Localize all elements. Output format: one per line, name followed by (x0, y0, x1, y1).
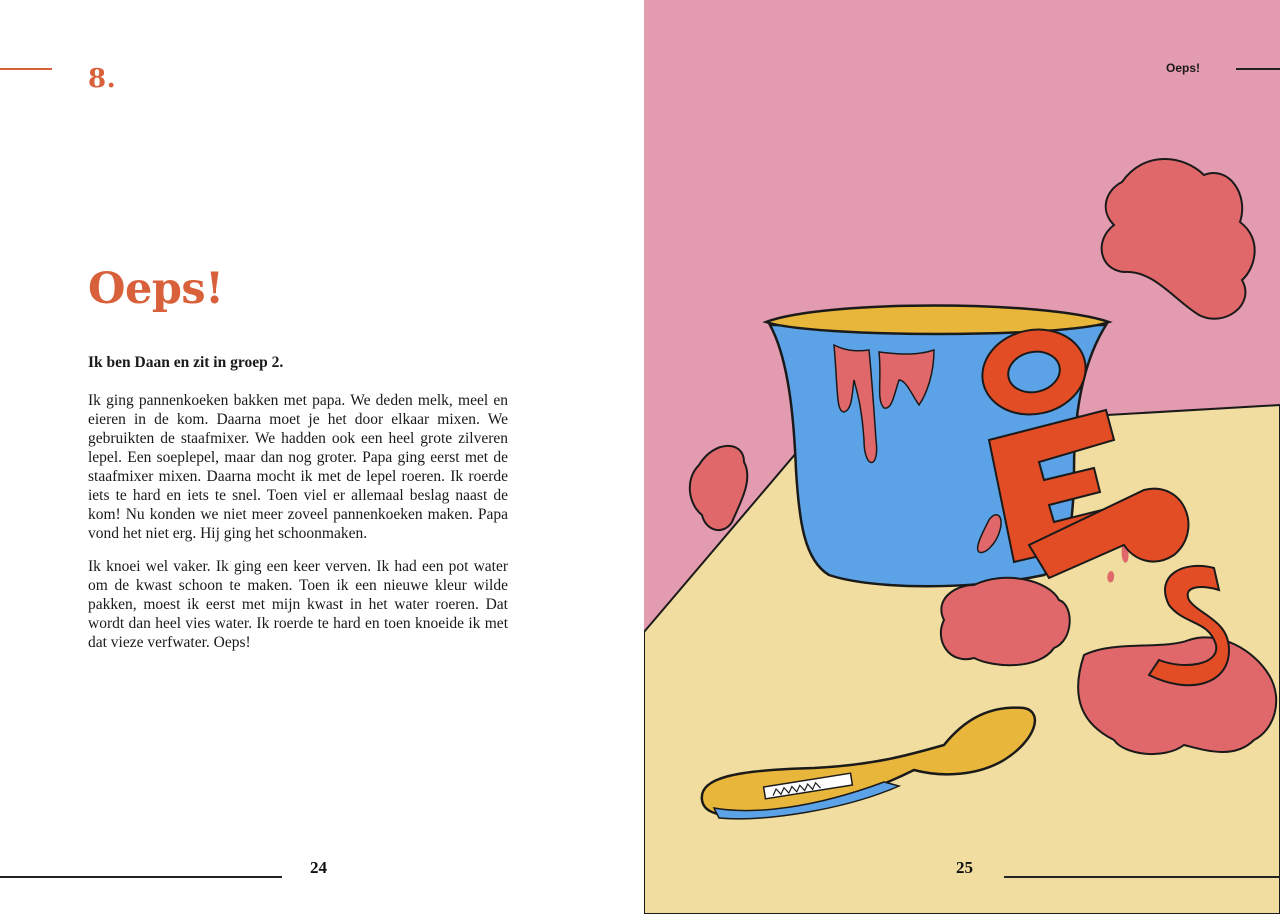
story-paragraph: Ik ging pannenkoeken bakken met papa. We deden melk, meel en eieren in de kom. Daarna moet je het door elkaar mixen. We gebruikten de staafmixer. We hadden ook een heel grote zilveren lepel. Een soeplepel, maar dan nog groter. Papa ging eerst met de staafmixer mixen. Daarna mocht ik met de lepel roeren. Ik roerde iets te hard en iets te snel. Toen viel er allemaal beslag naast de kom! Nu konden we niet meer zoveel pannenkoeken maken. Papa vond het niet erg. Hij ging het schoonmaken. (88, 392, 508, 542)
header-rule-right (1236, 68, 1280, 70)
chapter-number: 8. (88, 64, 117, 94)
running-head: Oeps! (1166, 61, 1201, 75)
paint-puddle (941, 578, 1070, 665)
footer-rule-left (0, 876, 282, 878)
spilled-cup-illustration (644, 0, 1280, 914)
right-page (644, 0, 1280, 914)
story-title: Oeps! (88, 264, 224, 314)
story-intro: Ik ben Daan en zit in groep 2. (88, 354, 284, 371)
footer-rule-right (1004, 876, 1280, 878)
story-paragraph: Ik knoei wel vaker. Ik ging een keer verven. Ik had een pot water om de kwast schoon te maken. Toen ik een nieuwe kleur wilde pakken, moest ik eerst met mijn kwast in het water roeren. Dat wordt dan heel vies water. Ik roerde te hard en toen knoeide ik met dat vieze verfwater. Oeps! (88, 558, 508, 651)
page-number-left: 24 (310, 858, 327, 877)
page-number-right: 25 (956, 858, 973, 877)
chapter-rule (0, 68, 52, 70)
paint-puddle (1078, 637, 1276, 754)
